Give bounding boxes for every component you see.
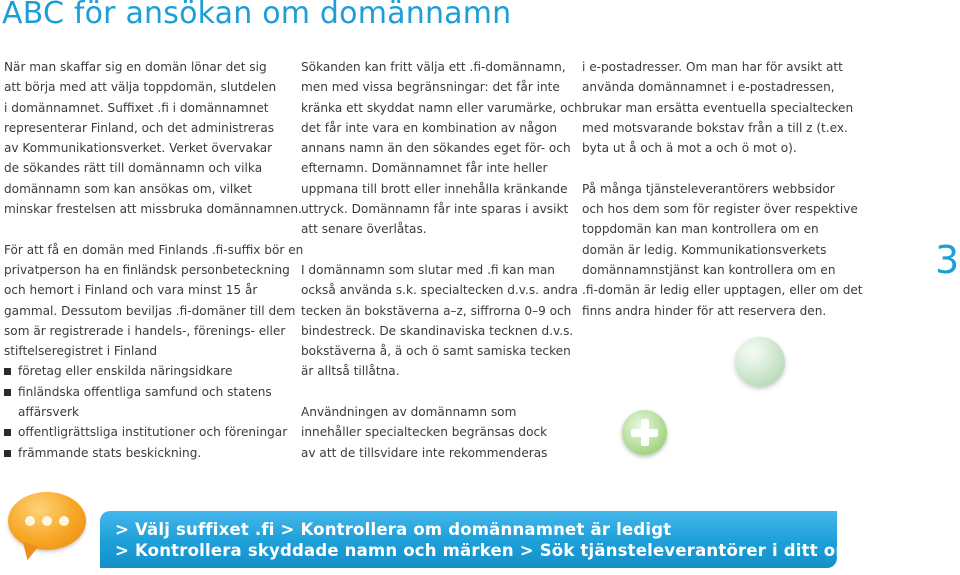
list-item-text: offentligrättsliga institutioner och föreningar [18,425,288,440]
text-line: att börja med att välja toppdomän, slutdelen [4,80,277,95]
text-line: som är registrerade i handels-, förenings- eller [4,323,286,338]
text-line: de sökandes rätt till domännamn och vilka [4,161,263,176]
paragraph [582,57,872,158]
text-line: men med vissa begränsningar: det får inte [301,80,560,95]
text-line: och hemort i Finland och vara minst 15 år [4,283,258,298]
text-line: av Kommunikationsverket. Verket övervakar [4,141,273,156]
text-line: uppmana till brott eller innehålla kränkande [301,181,568,196]
paragraph [301,402,581,463]
text-line: representerar Finland, och det administreras [4,120,275,135]
text-line: .fi-domän är ledig eller upptagen, eller om det [582,283,863,298]
text-line: med motsvarande bokstav från a till z (t.ex. [582,120,848,135]
plus-cross-icon [622,410,667,455]
text-line: och hos dem som för register över respektive [582,202,858,217]
banner-row-1: > Välj suffixet .fi > Kontrollera om domännamnet är ledigt [115,520,672,539]
text-line: av att de tillsvidare inte rekommenderas [301,445,548,460]
text-column-3 [582,57,872,321]
list-item-text: främmande stats beskickning. [18,445,202,460]
speech-bubble-icon [8,492,86,550]
text-line: domännamnstjänst kan kontrollera om en [582,262,836,277]
text-column-2 [301,57,581,463]
list-item-text: finländska offentliga samfund och statens [18,384,272,399]
text-line: också använda s.k. specialtecken d.v.s. andra [301,283,578,298]
text-line: För att få en domän med Finlands .fi-suffix bör en [4,242,304,257]
bullet-square-icon [4,368,11,375]
text-line: När man skaffar sig en domän lönar det sig [4,60,267,74]
list-item-text: företag eller enskilda näringsidkare [18,364,233,379]
bullet-square-icon [4,450,11,457]
text-line: minskar frestelsen att missbruka domännamnen. [4,202,302,217]
list-item [4,422,289,442]
text-line: domännamn som kan ansökas om, vilket [4,181,252,196]
text-line: kränka ett skyddat namn eller varumärke, och [301,100,582,115]
list-item [4,382,289,423]
page-number: 3 [935,238,960,282]
text-line: i domännamnet. Suffixet .fi i domännamnet [4,100,269,115]
text-line: uttryck. Domännamn får inte sparas i avsikt [301,202,569,217]
sphere-icon [735,337,785,387]
text-line: finns andra hinder för att reservera den. [582,303,827,318]
text-column-1 [4,57,304,463]
text-line: I domännamn som slutar med .fi kan man [301,262,555,277]
text-line: efternamn. Domännamnet får inte heller [301,161,548,176]
text-line: tecken än bokstäverna a–z, siffrorna 0–9 och [301,303,572,318]
paragraph [301,57,581,240]
paragraph [301,260,581,382]
paragraph [4,57,302,219]
paragraph [582,179,872,321]
text-line: är alltså tillåtna. [301,364,400,379]
list-item [4,443,289,463]
text-line: bokstäverna å, ä och ö samt samiska tecken [301,344,571,359]
text-line: annans namn än den sökandes eget för- och [301,141,571,156]
text-line: På många tjänsteleverantörers webbsidor [582,181,835,196]
text-line: stiftelseregistret i Finland [4,344,158,359]
list-item-text: affärsverk [18,405,80,420]
text-line: innehåller specialtecken begränsas dock [301,425,548,440]
text-line: domän är ledig. Kommunikationsverkets [582,242,827,257]
text-line: Användningen av domännamn som [301,405,517,420]
text-line: privatperson ha en finländsk personbeteckning [4,262,290,277]
bullet-list [4,361,289,462]
text-line: det får inte vara en kombination av någon [301,120,558,135]
text-line: byta ut å och ä mot a och ö mot o). [582,141,797,156]
list-item [4,361,289,381]
steps-banner [100,511,896,568]
text-line: använda domännamnet i e-postadressen, [582,80,835,95]
text-line: att senare överlåtas. [301,222,427,237]
text-line: gammal. Dessutom beviljas .fi-domäner till dem [4,303,296,318]
page-title: ABC för ansökan om domännamn [2,0,512,31]
text-line: i e-postadresser. Om man har för avsikt att [582,60,843,74]
text-line: brukar man ersätta eventuella specialtecken [582,100,854,115]
bullet-square-icon [4,429,11,436]
text-line: Sökanden kan fritt välja ett .fi-domännamn, [301,60,566,74]
banner-row-2: > Kontrollera skyddade namn och märken > Sök tjänsteleverantörer i ditt område [115,541,896,560]
text-line: bindestreck. De skandinaviska tecknen d.v.s. [301,323,574,338]
bullet-square-icon [4,389,11,396]
paragraph [4,240,304,362]
text-line: toppdomän kan man kontrollera om en [582,222,819,237]
